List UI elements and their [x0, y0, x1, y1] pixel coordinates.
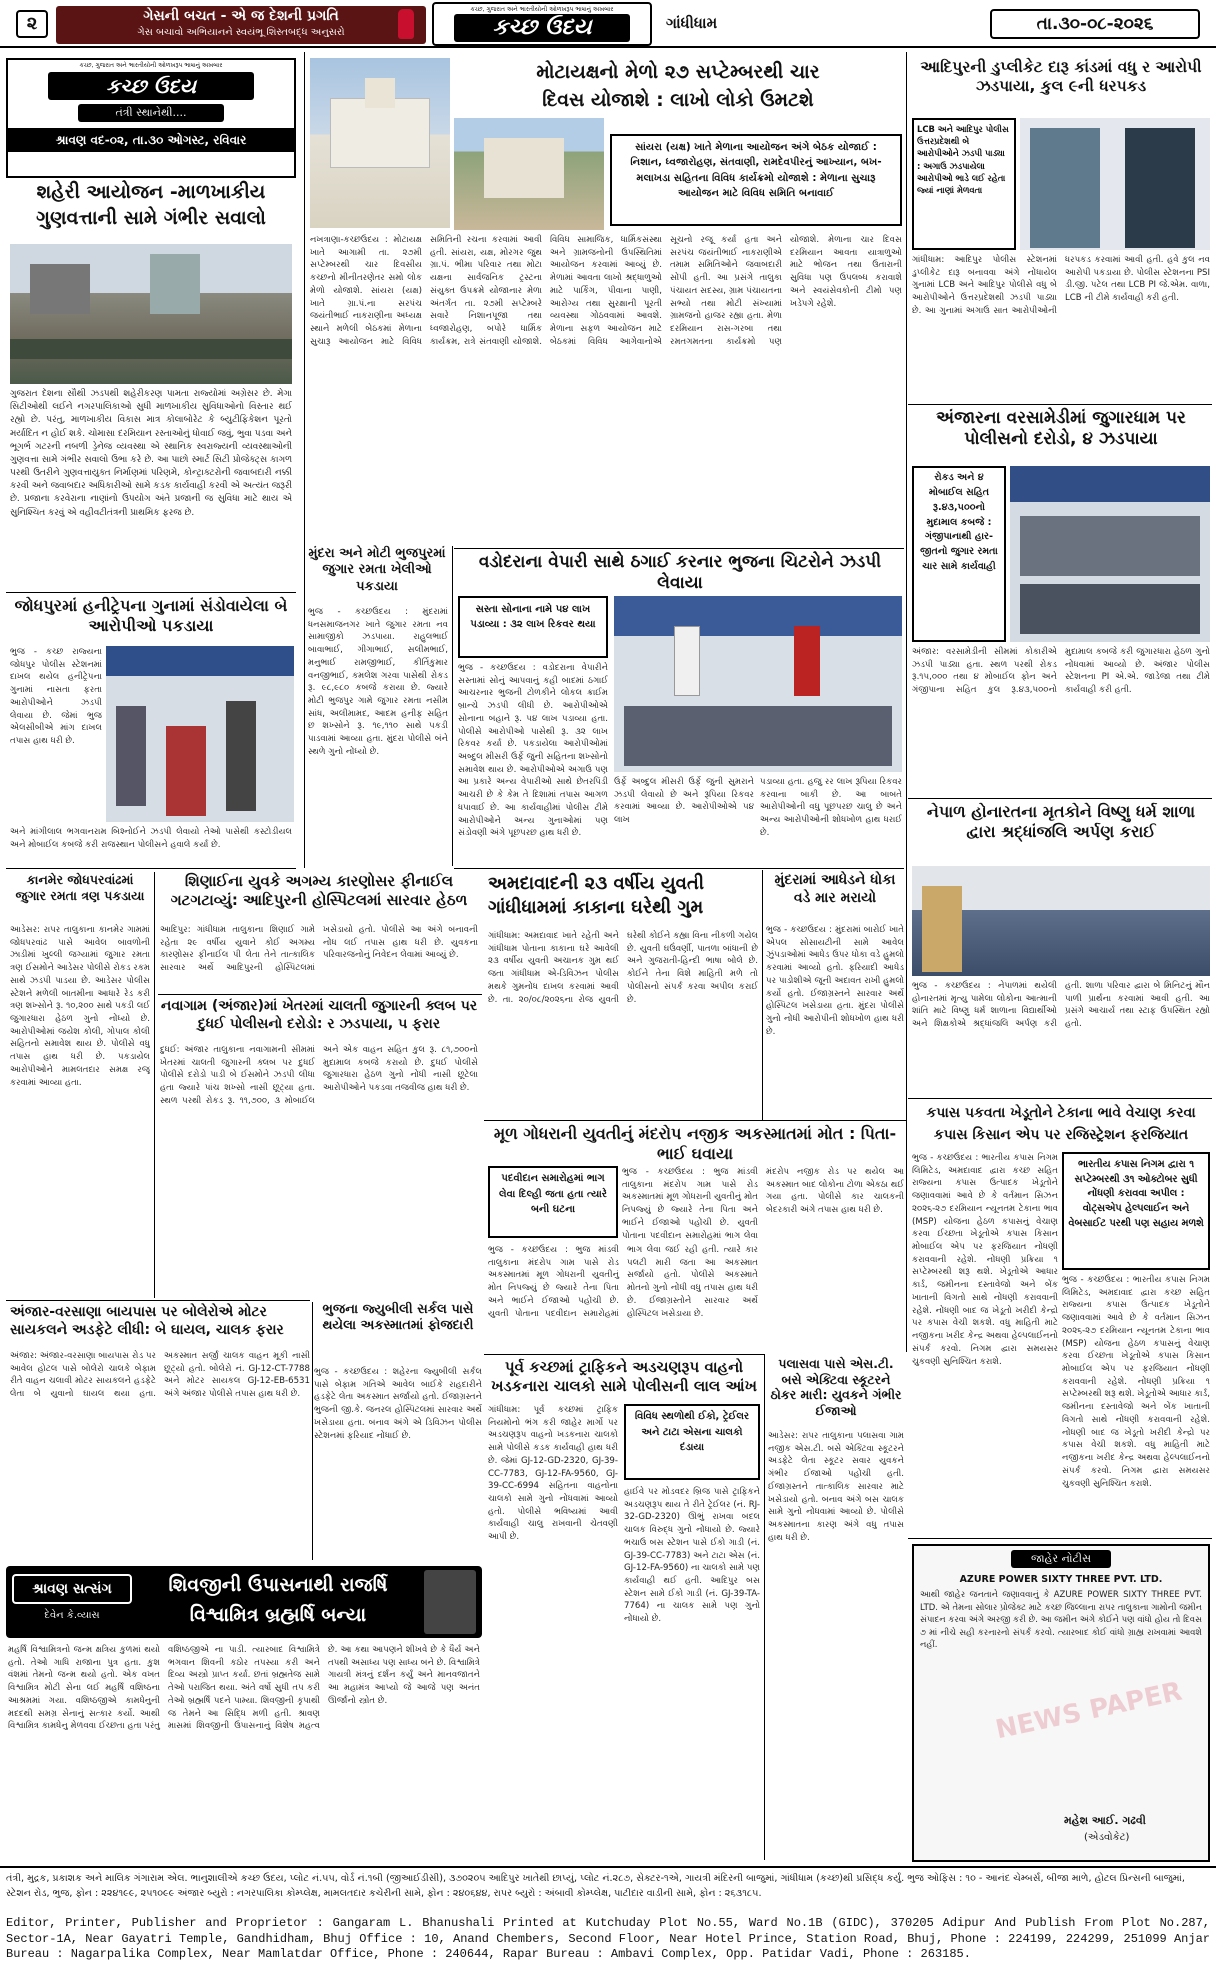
editorial-photo: [10, 244, 292, 384]
bhujzubili-body: ભુજ - કચ્છઉદય : શહેરના જ્યુબીલી સર્કલ પાસે બેફામ ગતિએ આવેલ બાઈકે રાહદારીને હડફેટે લેતા અકસ્માત સર્જાયો હતો. ઈજાગ્રસ્તને ભુજની જી.કે. જનરલ હોસ્પિટલમાં સારવાર અર્થે ખસેડાયા હતા. બનાવ અંગે એ ડિવિઝન પોલીસ સ્ટેશનમાં ફરિયાદ નોંધાઈ છે.: [314, 1367, 482, 1441]
liquor-caption: LCB અને આદિપુર પોલીસ ઉત્તરપ્રદેશથી બે આરોપીઓને ઝડપી પાડ્યા : અગાઉ ઝડપાયેલા આરોપીઓ ભાડે લઈ રહેતા જ્યાં નાણાં મેળવતા: [912, 118, 1016, 250]
crime-branch-photo: [614, 596, 902, 772]
vadodara-col3: પડાવ્યા હતા. હજુ રર લાખ રૂપિયા રિકવર કરવાના બાકી છે. આ બાબતે આરોપીઓની વધુ પૂછપરછ ચાલુ છે અને અન્ય આરોપીઓની શોધખોળ હાથ ધરાઈ છે.: [760, 777, 902, 838]
liquor-photo: [1020, 118, 1210, 250]
editor-label: તંત્રી સ્થાનેથી....: [78, 104, 224, 122]
cotton-body: ભુજ - કચ્છઉદય : ભારતીય કપાસ નિગમ લિમિટેડ, અમદાવાદ દ્વારા કચ્છ સહિત રાજ્યના કપાસ ઉત્પાદક ખેડૂતોને જણાવવામાં આવે છે કે વર્તમાન સિઝન ૨૦૨૬-૨૭ દરમિયાન ન્યૂનતમ ટેકાના ભાવ (MSP) યોજના હેઠળ કપાસનું વેચાણ કરવા ઈચ્છતા ખેડૂતોએ કપાસ કિસાન મોબાઈલ એપ પર ફરજિયાત નોંધણી કરાવવાની રહેશે. નોંધણી પ્રક્રિયા ૧ સપ્ટેમ્બરથી શરૂ થશે. ખેડૂતોએ આધાર કાર્ડ, જમીનના દસ્તાવેજો અને બેંક ખાતાની વિગતો સાથે નોંધણી કરાવવાની રહેશે. નોંધણી બાદ જ ખેડૂતો ખરીદી કેન્દ્રો પર કપાસ વેચી શકશે. વધુ માહિતી માટે નજીકના ખરીદ કેન્દ્ર અથવા હેલ્પલાઈનનો સંપર્ક કરવો. નિગમ દ્વારા સમયસર ચુકવણી સુનિશ્ચિત કરાશે.: [912, 1153, 1058, 1367]
vadodara-body: ભુજ - કચ્છઉદય : વડોદરાના વેપારીને સસ્તામાં સોનું આપવાનું કહી બાદમાં ઠગાઈ આચરનાર ભુજની ટોળકીને લોકલ ક્રાઈમ બ્રાન્ચે ઝડપી લીધી છે. આરોપીઓએ સોનાના બહાને રૂ. ૫૪ લાખ પડાવ્યા હતા. પોલીસે આરોપીઓ પાસેથી રૂ. ૩૨ લાખ રિકવર કર્યા છે. પકડાયેલા આરોપીઓમાં અબ્દુલ મીસરી ઉર્ફે જુની સહિતના શખ્સોનો સમાવેશ થાય છે. આરોપીઓએ અગાઉ પણ આ પ્રકારે અન્ય વેપારીઓ સાથે છેતરપિંડી આચરી છે કે કેમ તે દિશામાં તપાસ આગળ ધપાવાઈ છે. આ કાર્યવાહીમાં પોલીસ ટીમે આરોપીઓને અન્ય ગુનાઓમાં પણ સંડોવણી અંગે પૂછપરછ હાથ ધરી છે.: [458, 663, 608, 839]
editorial-masthead-box: [6, 58, 296, 178]
vadodara-title: વડોદરાના વેપારી સાથે ઠગાઈ કરનાર ભુજના ચિટરોને ઝડપી લેવાયા: [478, 552, 882, 594]
nepal-photo: [912, 866, 1210, 976]
moodh-box: પદવીદાન સમારોહમાં ભાગ લેવા દિલ્હી જતા હતા ત્યારે બની ઘટના: [488, 1166, 618, 1238]
satsang-body: મહર્ષિ વિશ્વામિત્રનો જન્મ ક્ષત્રિય કુળમાં થયો હતો. તેઓ ગાધિ રાજાના પુત્ર હતા. કુશ વંશમાં તેમનો જન્મ થયો હતો. એક વખત વિશ્વામિત્ર મોટી સેના લઈ મહર્ષિ વશિષ્ઠના આશ્રમમાં ગયા. વશિષ્ઠજીએ કામધેનુની મદદથી સમગ્ર સેનાનું સત્કાર કર્યો. આથી વિશ્વામિત્ર કામધેનુ મેળવવા ઈચ્છતા હતા પરંતુ વશિષ્ઠજીએ ના પાડી. ત્યારબાદ વિશ્વામિત્રે ભગવાન શિવની કઠોર તપસ્યા કરી અને દિવ્ય અસ્ત્રો પ્રાપ્ત કર્યા. છતાં બ્રહ્મતેજ સામે તેઓ પરાજિત થયા. અંતે વર્ષો સુધી તપ કરી તેઓ બ્રહ્મર્ષિ પદને પામ્યા. શિવજીની કૃપાથી જ તેમને આ સિદ્ધિ મળી હતી. શ્રાવણ માસમાં શિવજીની ઉપાસનાનું વિશેષ મહત્વ છે. આ કથા આપણને શીખવે છે કે ધૈર્ય અને તપથી અસાધ્ય પણ સાધ્ય બને છે. વિશ્વામિત્રે ગાયત્રી મંત્રનું દર્શન કર્યું અને માનવજાતને આ મહામંત્ર આપ્યો જે આજે પણ અનંત ઊર્જાનો સ્ત્રોત છે.: [8, 1645, 480, 1732]
notice-company: AZURE POWER SIXTY THREE PVT. LTD.: [959, 1574, 1163, 1585]
cotton-title-line1: કપાસ પકવતા ખેડૂતોને ટેકાના ભાવે વેચાણ કરવા: [926, 1105, 1196, 1121]
editorial-date-line: શ્રાવણ વદ-૦૨, તા.૩૦ ઓગસ્ટ, રવિવાર: [8, 128, 294, 152]
mundra-murder-body: ભુજ - કચ્છઉદય : મુંદરામાં બારોઈ ખાતે એપલ સોસાયટીની સામે આવેલ ઝુંપડાઓમાં આધેડ ઉપર ધોકા વડે હુમલો કરવામાં આવ્યો હતો. ફરિયાદી આધેડ પર પાડોશીએ જૂની અદાવત રાખી હુમલો કર્યો હતો. ઈજાગ્રસ્તને સારવાર અર્થે હોસ્પિટલ ખસેડાયા હતા. મુંદરા પોલીસે ગુનો નોંધી આરોપીની શોધખોળ હાથ ધરી છે.: [766, 925, 904, 1037]
gas-cylinder-icon: [398, 9, 414, 39]
moodh-col3: મંદરોપ નજીક રોડ પર થયેલ આ અકસ્માત બાદ લોકોના ટોળા એકઠા થઈ ગયા હતા. પોલીસે કાર ચાલકની બેદરકારી અંગે તપાસ હાથ ધરી છે.: [766, 1167, 904, 1216]
footer-english: Editor, Printer, Publisher and Proprietor : Gangaram L. Bhanushali Printed at Kutchuday Plot No.55, Ward No.1B (GIDC), 370205 Adipur And Publish From Plot No.287, Sector-1A, Near Gayatri Temple, Gandhidham, Bhuj Office : 10, Anand Chembers, Second Floor, Near Hotel Prince, Station Road, Bhuj, Phone : 224199, 224299, 251099 Anjar Bureau : Nagarpalika Complex, Near Mamlatdar Office, Phone : 240644, Rapar Bureau : Ambavi Complex, Opp. Patidar Vadi, Phone : 263185.: [6, 1916, 1210, 1962]
fair-title-line2: દિવસ યોજાશે : લાખો લોકો ઉમટશે: [542, 89, 814, 111]
kanmer-body: આડેસર: રાપર તાલુકાના કાનમેર ગામમાં જોધપરવાંઢ પાસે આવેલ બાવળોની ઝાડીમાં ખુલ્લી જગ્યામાં જુગાર રમતા ત્રણ ઈસમોને આડેસર પોલીસે રોકડ રકમ સાથે ઝડપી પાડયા છે. આડેસર પોલીસ સ્ટેશને મળેલી બાતમીના આધારે રેડ કરી ત્રણ શખ્સોને રૂ. ૧૦,૨૦૦ સાથે પકડી લઈ જુગારધારા હેઠળ ગુનો નોંધ્યો છે. આરોપીઓમાં જયેશ કોલી, ગોપાલ કોલી સહિતનો સમાવેશ થાય છે. પોલીસે વધુ તપાસ હાથ ધરી છે. પકડાયેલ આરોપીઓને મામલતદાર સમક્ષ રજૂ કરવામાં આવ્યા હતા.: [10, 925, 150, 1088]
left-tagline: કચ્છ, ગુજરાત અને ભારતીયોની ઓળખરૂપ ભાષાનું અખબાર: [79, 62, 223, 69]
header-tagline: કચ્છ, ગુજરાત અને ભારતીયોની ઓળખરૂપ ભાષાનું અખબાર: [470, 6, 614, 13]
anjar-gamble-title: અંજારના વરસામેડીમાં જુગારધામ પર પોલીસનો દરોડો, ૪ ઝડપાયા: [936, 408, 1186, 450]
ahmedabad-body: ગાંધીધામ: અમદાવાદ ખાતે રહેતી અને ગાંધીધામ પોતાના કાકાના ઘરે આવેલી ૨૩ વર્ષીય યુવતી અચાનક ગુમ થઈ જતા ગાંધીધામ એ-ડિવિઝન પોલીસ મથકે ગુમનોંધ દાખલ કરવામાં આવી છે. તા. ૨૦/૦૮/૨૦૨૬ના રોજ યુવતી ઘરેથી કોઈને કહ્યા વિના નીકળી ગયેલ છે. યુવતી ઘઉંવર્ણી, પાતળા બાંધાની છે અને ગુજરાતી-હિન્દી ભાષા બોલે છે. કોઈને તેના વિશે માહિતી મળે તો પોલીસનો સંપર્ક કરવા અપીલ કરાઈ છે.: [488, 931, 758, 1005]
satsang-box: [6, 1566, 482, 1638]
kanmer-title: કાનમેર જોધપરવાંઢમાં જુગાર રમતા ત્રણ પકડાયા: [15, 872, 145, 903]
anjar-accident-body: અંજાર: અંજાર-વરસાણા બાયપાસ રોડ પર આવેલ હોટલ પાસે બોલેરો ચાલકે બેફામ રીતે વાહન ચલાવી મોટર સાયકલને હડફેટે લેતા બે યુવાનો ઘાયલ થયા હતા. અકસ્માત સર્જી ચાલક વાહન મૂકી નાસી છૂટ્યો હતો. બોલેરો નં. GJ-12-CT-7788 અને મોટર સાયકલ GJ-12-EB-6531 અંગે અંજાર પોલીસે તપાસ હાથ ધરી છે.: [10, 1351, 310, 1400]
jodhpur-title: જોધપુરમાં હનીટ્રેપના ગુનામાં સંડોવાયેલા બે આરોપીઓ પકડાયા: [14, 596, 288, 635]
moodh-title: મૂળ ગોધરાની યુવતીનું મંદરોપ નજીક અકસ્માતમાં મોત : પિતા-ભાઈ ઘવાયા: [493, 1124, 897, 1163]
fair-box: સાંયરા (યક્ષ) ખાતે મેળાના આયોજન અંગે બેઠક યોજાઈ : નિશાન, ધ્વજારોહણ, સંતવાણી, રામદેવપીરનું આખ્યાન, બખ-મલાખડા સહિતના વિવિધ કાર્યક્રમો યોજાશે : મેળાના સુચારૂ આયોજન માટે વિવિધ સમિતિ બનાવાઈ: [610, 134, 902, 226]
page-number: ૨: [16, 10, 48, 38]
jodhpur-photo: [106, 646, 294, 822]
header-band: [56, 6, 426, 44]
anjar-gamble-box: રોકડ અને ૪ મોબાઈલ સહિત રૂ.૪૩,૫૦૦નો મુદામાલ કબજે : ગંજીપાનાથી હાર-જીતનો જુગાર રમતા ચાર સામે કાર્યવાહી: [912, 466, 1006, 642]
bhujzubili-title: ભુજના જ્યુબીલી સર્કલ પાસે થયેલા અકસ્માતમાં ફોજદારી: [322, 1302, 474, 1334]
footer-gujarati: તંત્રી, મુદ્રક, પ્રકાશક અને માલિક ગંગારામ એલ. ભાનુશાલીએ કચ્છ ઉદય, પ્લોટ નં.૫૫, વોર્ડ નં.૧બી (જીઆઈડીસી), ૩૭૦૨૦૫ આદિપુર ખાતેથી છાપ્યું, પ્લોટ નં.૨૮૭, સેક્ટર-૧એ, ગાયત્રી મંદિરની બાજુમાં, ગાંધીધામ (કચ્છ)થી પ્રસિદ્ધ કર્યું. ભુજ ઓફિસ : ૧૦ - આનંદ ચેમ્બર્સ, બીજા માળે, હોટલ પ્રિન્સની બાજુમાં, સ્ટેશન રોડ, ભુજ, ફોન : ૨૨૪૧૯૯, ૨૫૧૦૯૯ અંજાર બ્યુરો : નગરપાલિકા કોમ્પ્લેક્ષ, મામલતદાર કચેરીની સામે, ફોન : ૨૪૦૬૪૪, રાપર બ્યુરો : અંબાવી કોમ્પ્લેક્ષ, પાટીદાર વાડીની સામે, ફોન : ૨૬૩૧૮૫.: [6, 1873, 1185, 1899]
jodhpur-body: ભુજ - કચ્છ રાજ્યના જોધપુર પોલીસ સ્ટેશનમાં દાખલ થયેલ હનીટ્રેપના ગુનામાં નાસતા ફરતા આરોપીઓને ઝડપી લેવાયા છે. જેમાં ભુજ એલસીબીએ માંગ દાખલ તપાસ હાથ ધરી છે.: [10, 647, 102, 747]
moodh-body-col2: ભુજ - કચ્છઉદય : ભુજ માંડવી તાલુકાના મંદરોપ ગામ પાસે રોડ અકસ્માતમાં મૂળ ગોધરાની યુવતીનું મોત નિપજ્યું છે જ્યારે તેના પિતા અને ભાઈને ઈજાઓ પહોંચી છે. યુવતી પોતાના પદવીદાન સમારોહમાં ભાગ લેવા: [622, 1167, 758, 1241]
notice-watermark: NEWS PAPER: [992, 1676, 1185, 1746]
temple-photo: [310, 58, 450, 228]
header-date: તા.૩૦-૦૮-૨૦૨૬: [990, 9, 1200, 39]
satsang-author: દેવેન કે.વ્યાસ: [44, 1610, 100, 1621]
purva-box: વિવિધ સ્થળોથી ઈકો, ટ્રેઈલર અને ટાટા એસના ચાલકો દંડાયા: [624, 1404, 760, 1480]
purva-body: ગાંધીધામ: પૂર્વ કચ્છમાં ટ્રાફિક નિયમોનો ભંગ કરી જાહેર માર્ગો પર અડચણરૂપ વાહનો ખડકનારા ચાલકો સામે પોલીસે કડક કાર્યવાહી હાથ ધરી છે. જેમાં GJ-12-GD-2320, GJ-39-CC-7783, GJ-12-FA-9560, GJ-39-CC-6994 સહિતના વાહનોના ચાલકો સામે ગુનો નોંધવામાં આવ્યો હતો. પોલીસે ભવિષ્યમાં આવી કાર્યવાહી ચાલુ રાખવાની ચેતવણી આપી છે.: [488, 1405, 618, 1543]
navagam-title: નવાગામ (અંજાર)માં ખેતરમાં ચાલતી જુગારની ક્લબ પર દુધઈ પોલીસનો દરોડો: ર ઝડપાયા, ૫ ફરાર: [160, 998, 478, 1032]
public-notice: [912, 1544, 1210, 1862]
liquor-title: આદિપુરની ડુપ્લીકેટ દારૂ કાંડમાં વધુ ર આરોપી ઝડપાયા, કુલ ૯ની ધરપકડ: [920, 58, 1202, 96]
cotton-body-col2: ભુજ - કચ્છઉદય : ભારતીય કપાસ નિગમ લિમિટેડ, અમદાવાદ દ્વારા કચ્છ સહિત રાજ્યના કપાસ ઉત્પાદક ખેડૂતોને જણાવવામાં આવે છે કે વર્તમાન સિઝન ૨૦૨૬-૨૭ દરમિયાન ન્યૂનતમ ટેકાના ભાવ (MSP) યોજના હેઠળ કપાસનું વેચાણ કરવા ઈચ્છતા ખેડૂતોએ કપાસ કિસાન મોબાઈલ એપ પર ફરજિયાત નોંધણી કરાવવાની રહેશે. નોંધણી પ્રક્રિયા ૧ સપ્ટેમ્બરથી શરૂ થશે. ખેડૂતોએ આધાર કાર્ડ, જમીનના દસ્તાવેજો અને બેંક ખાતાની વિગતો સાથે નોંધણી કરાવવાની રહેશે. નોંધણી બાદ જ ખેડૂતો ખરીદી કેન્દ્રો પર કપાસ વેચી શકશે. વધુ માહિતી માટે નજીકના ખરીદ કેન્દ્ર અથવા હેલ્પલાઈનનો સંપર્ક કરવો. નિગમ દ્વારા સમયસર ચુકવણી સુનિશ્ચિત કરાશે.: [1062, 1275, 1210, 1489]
nepal-title: નેપાળ હોનારતના મૃતકોને વિષ્ણુ ધર્મ શાળા દ્વારા શ્રદ્ધાંજલિ અર્પણ કરાઈ: [926, 802, 1196, 841]
fair-body: નખત્રાણા-કચ્છઉદય : મોટાયક્ષ ખાતે આગામી તા. ૨૭મી સપ્ટેમ્બરથી ચાર દિવસીય કચ્છનો મીનીતરણેતર સમો લોક મેળો યોજાશે. સાંયરા (યક્ષ) ખાતે ગ્રા.પં.ના સરપંચ જયંતીભાઈ નાકરાણીના અધ્યક્ષ સ્થાને મળેલી બેઠકમાં મેળાના સુચારૂ આયોજન માટે વિવિધ સમિતિની રચના કરવામાં આવી હતી. સાંયરા, યક્ષ, મોરગર જુથ ગ્રા.પં. ભીમા પરિવાર તથા મોટા યક્ષના સાર્વજનિક ટ્રસ્ટના સંયુક્ત ઉપક્રમે યોજાનાર મેળા અંતર્ગત તા. ૨૭મી સપ્ટેમ્બરે સવારે નિશાનપૂજા તથા ધ્વજારોહણ, બપોરે ધાર્મિક કાર્યક્રમ, રાત્રે સંતવાણી યોજાશે. વિવિધ સામાજિક, ધાર્મિકસંસ્થા અને ગ્રામજનોની ઉપસ્થિતિમાં આયોજન કરવામાં આવ્યું છે. મેળામાં આવતા લાખો શ્રદ્ધાળુઓ માટે પાર્કિંગ, પીવાના પાણી, આરોગ્ય તથા સુરક્ષાની પૂરતી વ્યવસ્થા ગોઠવવામાં આવશે. મેળાના સફળ આયોજન માટે બેઠકમાં વિવિધ આગેવાનોએ સૂચનો રજૂ કર્યા હતા અને સરપંચ જયંતીભાઈ નાકરાણીએ તમામ સમિતિઓને જવાબદારી સોંપી હતી. આ પ્રસંગે તાલુકા પંચાયત સદસ્ય, ગ્રામ પંચાયતના સભ્યો તથા મોટી સંખ્યામાં ગ્રામજનો હાજર રહ્યા હતા. મેળા દરમિયાન રાસ-ગરબા તથા રમતગમતના કાર્યક્રમો પણ યોજાશે. મેળાના ચાર દિવસ દરમિયાન આવતા યાત્રાળુઓ માટે ભોજન તથા ઉતારાની સુવિધા પણ ઉપલબ્ધ કરાવાશે અને સ્વયંસેવકોની ટીમો પણ ખડેપગે રહેશે.: [310, 235, 902, 347]
mundra-title: મુંદરા અને મોટી ભુજપુરમાં જુગાર રમતા ખેલીઓ પકડાયા: [308, 546, 446, 594]
shiva-image: [424, 1570, 476, 1634]
mundra-murder-title: મુંદરામાં આધેડને ધોકા વડે માર મરાયો: [774, 872, 896, 906]
notice-title: જાહેર નોટીસ: [1011, 1550, 1111, 1568]
cotton-box: ભારતીય કપાસ નિગમ દ્વારા ૧ સપ્ટેમ્બરથી ૩૧ ઓક્ટોબર સુધી નોંધણી કરાવવા અપીલ : વોટ્સએપ હેલ્પલાઈન અને વેબસાઈટ પરથી પણ સહાય મળશે: [1062, 1152, 1210, 1270]
header-masthead-box: [432, 2, 652, 46]
fair-photo: [454, 118, 604, 230]
navagam-body: દુધઈ: અંજાર તાલુકાના નવાગામની સીમમાં ખેતરમાં ચાલતી જુગારની ક્લબ પર દુધઈ પોલીસે દરોડો પાડી બે ઈસમોને ઝડપી લીધા હતા જ્યારે પાંચ શખ્સો નાસી છૂટ્યા હતા. સ્થળ પરથી રોકડ રૂ. ૧૧,૭૦૦, ૩ મોબાઈલ અને એક વાહન સહિત કુલ રૂ. ૮૧,૭૦૦નો મુદામાલ કબજે કરાયો છે. દુધઈ પોલીસે જુગારધારા હેઠળ ગુનો નોંધી નાસી છૂટેલા આરોપીઓને પકડવા તજવીજ હાથ ધરી છે.: [160, 1045, 478, 1106]
left-masthead: કચ્છ ઉદય: [48, 72, 254, 100]
band-line1: ગેસની બચત - એ જ દેશની પ્રગતિ: [143, 8, 339, 24]
liquor-body: ગાંધીધામ: આદિપુર પોલીસ સ્ટેશનમાં ડુપ્લીકેટ દારૂ બનાવવા અંગે નોંધાયેલ ગુનામાં LCB અને આદિપુર પોલીસે વધુ બે આરોપીઓને ઉત્તરપ્રદેશથી ઝડપી પાડ્યા છે. આ ગુનામાં અગાઉ સાત આરોપીઓની ધરપકડ કરવામાં આવી હતી. હવે કુલ નવ આરોપી પકડાયા છે. પોલીસ સ્ટેશનના PSI ડી.જી. પટેલ તથા LCB PI જે.એમ. વાળા, LCB ની ટીમે કાર્યવાહી કરી હતી.: [912, 255, 1210, 316]
nepal-body: ભુજ - કચ્છઉદય : નેપાળમાં થયેલી હોનારતમાં મૃત્યુ પામેલા લોકોના આત્માની શાંતિ માટે વિષ્ણુ ધર્મ શાળાના વિદ્યાર્થીઓ અને શિક્ષકોએ શ્રદ્ધાંજલિ અર્પણ કરી હતી. શાળા પરિવાર દ્વારા બે મિનિટનું મૌન પાળી પ્રાર્થના કરવામાં આવી હતી. આ પ્રસંગે આચાર્ય તથા સ્ટાફ ઉપસ્થિત રહ્યો હતો.: [912, 981, 1210, 1030]
satsang-label: શ્રાવણ સત્સંગ: [12, 1574, 132, 1604]
palasva-body: આડેસર: રાપર તાલુકાના પલાસવા ગામ નજીક એસ.ટી. બસે એક્ટિવા સ્કૂટરને અડફેટે લેતા સ્કૂટર સવાર યુવકને ગંભીર ઈજાઓ પહોંચી હતી. ઈજાગ્રસ્તને તાત્કાલિક સારવાર માટે ખસેડાયો હતો. બનાવ અંગે બસ ચાલક સામે ગુનો નોંધવામાં આવ્યો છે. પોલીસે અકસ્માતના કારણ અંગે વધુ તપાસ હાથ ધરી છે.: [768, 1431, 904, 1543]
header-city: ગાંધીધામ: [666, 14, 718, 32]
band-line2: ગેસ બચાવો અભિયાનને સ્વયંભૂ શિસ્તબદ્ધ અનુસરો: [137, 27, 345, 38]
vadodara-box: સસ્તા સોનાના નામે ૫૪ લાખ પડાવ્યા : ૩૨ લાખ રિકવર થયા: [458, 596, 608, 658]
satsang-title: શિવજીની ઉપાસનાથી રાજર્ષિ વિશ્વામિત્ર બ્રહ્મર્ષિ બન્યા: [168, 1574, 388, 1626]
palasva-title: પલાસવા પાસે એસ.ટી. બસે એક્ટિવા સ્કૂટરને ઠોકર મારી: યુવકને ગંભીર ઈજાઓ: [770, 1356, 902, 1418]
cotton-title-line2: કપાસ કિસાન એપ પર રજિસ્ટ્રેશન ફરજિયાત: [933, 1127, 1189, 1143]
purva-col2: હાઈવે પર મોડવદર બ્રિજ પાસે ટ્રાફિકને અડચણરૂપ થાય તે રીતે ટ્રેઈલર (નં. RJ-32-GD-2320) ઊભું રાખવા બદલ ચાલક વિરુદ્ધ ગુનો નોંધાયો છે. જ્યારે ભચાઉ બસ સ્ટેશન પાસે ઈકો ગાડી (નં. GJ-39-CC-7783) અને ટાટા એસ (નં. GJ-12-FA-9560) ના ચાલકો સામે પણ કાર્યવાહી થઈ હતી. આદિપુર બસ સ્ટેશન સામે ઈકો ગાડી (નં. GJ-39-TA-7764) ના ચાલક સામે પણ ગુનો નોંધાયો છે.: [624, 1487, 760, 1625]
notice-body: આથી જાહેર જનતાને જણાવવાનું કે AZURE POWER SIXTY THREE PVT. LTD. એ તેમના સોલાર પ્રોજેક્ટ માટે કચ્છ જિલ્લાના રાપર તાલુકાના ગામોની જમીન સંપાદન કરવા અંગે અરજી કરી છે. આ જમીન અંગે કોઈને પણ વાંધો હોય તો દિવસ ૭ માં નીચે સહી કરનારનો સંપર્ક કરવો. ત્યારબાદ કોઈ વાંધો ગ્રાહ્ય રાખવામાં આવશે નહીં.: [920, 1590, 1202, 1651]
notice-signer-role: (એડવોકેટ): [1084, 1832, 1130, 1843]
shikarai-body: આદિપુર: ગાંધીધામ તાલુકાના શિણાઈ ગામે રહેતા ૨૯ વર્ષીય યુવાને કોઈ અગમ્ય કારણોસર ફીનાઈલ પી લેતા તેને તાત્કાલિક સારવાર અર્થે આદિપુરની હોસ્પિટલમાં ખસેડાયો હતો. પોલીસે આ અંગે બનાવની નોંધ લઈ તપાસ હાથ ધરી છે. યુવકના પરિવારજનોનું નિવેદન લેવામાં આવ્યું છે.: [160, 925, 478, 974]
anjar-accident-title: અંજાર-વરસાણા બાયપાસ પર બોલેરોએ મોટર સાયકલને અડફેટે લીધી: બે ઘાયલ, ચાલક ફરાર: [10, 1304, 284, 1338]
moodh-body: ભુજ - કચ્છઉદય : ભુજ માંડવી તાલુકાના મંદરોપ ગામ પાસે રોડ અકસ્માતમાં મૂળ ગોધરાની યુવતીનું મોત નિપજ્યું છે જ્યારે તેના પિતા અને ભાઈને ઈજાઓ પહોંચી છે. યુવતી પોતાના પદવીદાન સમારોહમાં ભાગ લેવા જઈ રહી હતી. ત્યારે કાર પલટી મારી જતા આ અકસ્માત સર્જાયો હતો. પોલીસે અકસ્માતે મોતનો ગુનો નોંધી વધુ તપાસ હાથ ધરી છે. ઈજાગ્રસ્તોને સારવાર અર્થે હોસ્પિટલ ખસેડાયા છે.: [488, 1245, 758, 1319]
mundra-body: ભુજ - કચ્છઉદય : મુંદરામાં ધનસમાજનગર ખાતે જુગાર રમતા નવ સામાજીકો ઝડપાયા. રાહુલભાઈ બાવાભાઈ, ગીગાભાઈ, સલીમભાઈ, મનુભાઈ રામજીભાઈ, કીર્તિકુમાર વનજીભાઈ, કમલેશ ગરવા પાસેથી રોકડ રૂ. ૯૮,૯૮૦ કબજે કરાયા છે. જ્યારે મોટી ભુજપુર ગામે જુગાર રમતા નસીમ સાંધ, અલીમામદ, આદમ હનીફ સહિત છ શખ્સોને રૂ. ૧૯,૧૧૦ સાથે પકડી પાડવામાં આવ્યા હતા. મુંદરા પોલીસે બંને સ્થળે ગુનો નોંધ્યો છે.: [308, 607, 448, 757]
header-masthead: કચ્છ ઉદય: [454, 14, 630, 42]
ahmedabad-title: અમદાવાદની ૨૩ વર્ષીય યુવતી ગાંધીધામમાં કાકાના ઘરેથી ગુમ: [488, 873, 704, 919]
anjar-gamble-body: અંજાર: વરસામેડીની સીમમાં કોકારીએ ઝડપી પાડ્યા હતા. સ્થળ પરથી રોકડ રૂ.૧૫,૦૦૦ તથા ૪ મોબાઈલ ફોન અને ગંજીપાના સહિત કુલ રૂ.૪૩,૫૦૦નો મુદામાલ કબજે કરી જુગારધારા હેઠળ ગુનો નોંધવામાં આવ્યો છે. અંજાર પોલીસ સ્ટેશનના PI એ.એ. જાડેજા તથા ટીમે કાર્યવાહી કરી હતી.: [912, 647, 1210, 696]
anjar-gamble-photo: [1010, 466, 1210, 642]
shikarai-title: શિણાઈના યુવકે અગમ્ય કારણોસર ફીનાઈલ ગટગટાવ્યું: આદિપુરની હોસ્પિટલમાં સારવાર હેઠળ: [170, 872, 468, 909]
jodhpur-tail: અને માંગીલાલ ભગવાનરામ બિશ્નોઈને ઝડપી લેવાયો તેઓ પાસેથી કસ્ટોડીયલ અને મોબાઈલ કબજે કરી રાજસ્થાન પોલીસને હવાલે કર્યા છે.: [10, 827, 292, 850]
editorial-title: શહેરી આયોજન -માળખાકીય ગુણવત્તાની સામે ગંભીર સવાલો: [36, 181, 266, 229]
vadodara-tail: ઉર્ફે અબ્દુલ મીસરી ઉર્ફે જુની સુમરાને ઝડપી લેવાયો છે અને રૂપિયા રિકવર કરવામાં આવ્યા છે. આરોપીઓએ ૫૪ લાખ: [614, 777, 754, 826]
purva-title: પૂર્વ કચ્છમાં ટ્રાફિકને અડચણરૂપ વાહનો ખડકનારા ચાલકો સામે પોલીસની લાલ આંખ: [491, 1358, 757, 1395]
editorial-body: ગુજરાત દેશના સૌથી ઝડપથી શહેરીકરણ પામતા રાજ્યોમાં અગ્રેસર છે. મેગા સિટીઓથી લઈને નગરપાલિકાઓ સુધી માળખાકીય સુવિધાઓનો વિસ્તાર થઈ રહ્યો છે. પરંતુ, માળખાકીય વિકાસ માત્ર કોલાબોરેટ કે બ્યુટીફિકેશન પૂરતો મર્યાદિત ન હોઈ શકે. ચોમાસા દરમિયાન રસ્તાઓનું ધોવાઈ જવું, ભુવા પડવા અને ભૂગર્ભ ગટરની નબળી ડ્રેનેજ વ્યવસ્થા એ સ્થાનિક સ્વરાજ્યની વ્યવસ્થાઓની ગુણવત્તા સામે ગંભીર સવાલો ઉભા કરે છે. આ પાછો સ્માર્ટ સિટી પ્રોજેક્ટ્સ કાગળ પરથી ઉતરીને ગુણવત્તાયુક્ત નિર્માણમાં પરિણમે, કોન્ટ્રાક્ટરોની જવાબદારી નક્કી કરવી અને જવાબદાર અધિકારીઓ સામે કડક કાર્યવાહી કરવી એ અત્યંત જરૂરી છે. પ્રજાના કરવેરાના નાણાંનો ઉપયોગ અંતે પ્રજાની જ સુવિધા માટે થાય એ સુનિશ્ચિત કરવું એ વહીવટીતંત્રની પ્રાથમિક ફરજ છે.: [10, 389, 292, 518]
notice-signer: મહેશ આઈ. ગઢવી: [1064, 1814, 1146, 1827]
fair-title-line1: મોટાયક્ષનો મેળો ૨૭ સપ્ટેમ્બરથી ચાર: [536, 61, 820, 83]
page-header: [0, 0, 1216, 48]
